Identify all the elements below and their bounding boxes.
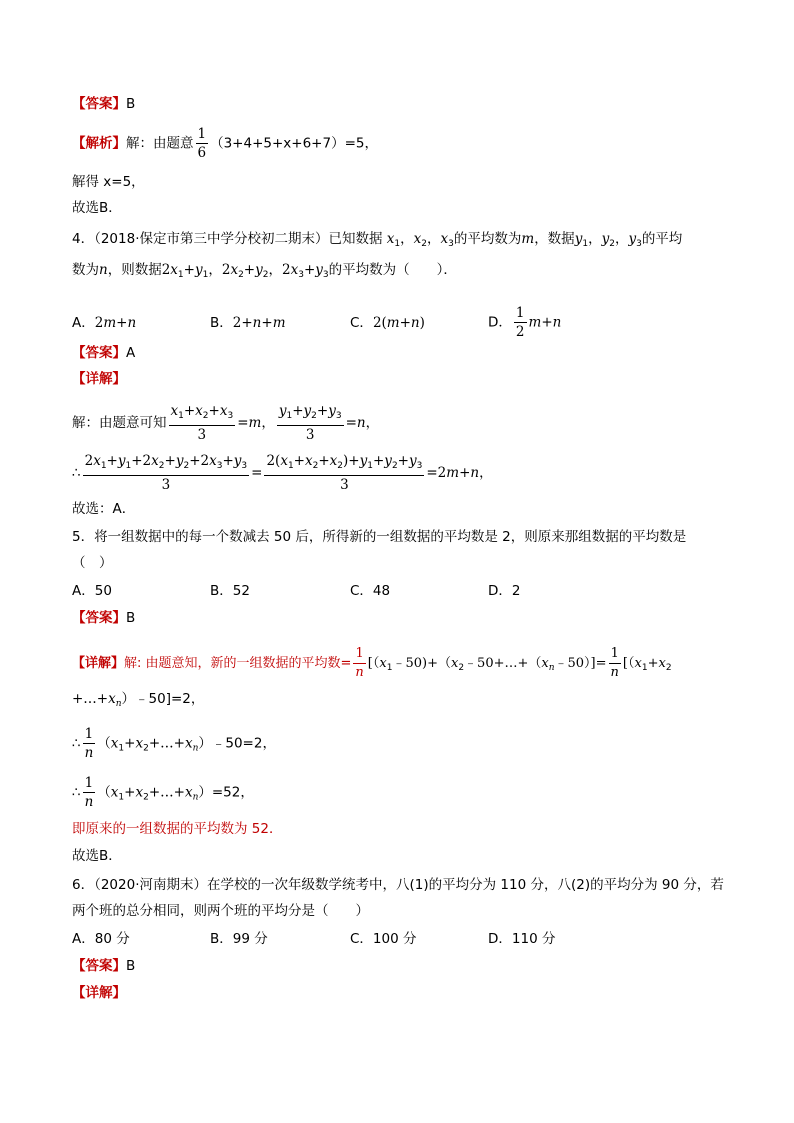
q6-option-c: C．100 分: [350, 931, 417, 947]
q4-detail-label: 【详解】: [72, 371, 126, 387]
q3-analysis-rest: （3+4+5+x+6+7）=5，: [210, 135, 378, 152]
q5-result: 即原来的一组数据的平均数为 52．: [72, 821, 283, 837]
q3-fraction: $\frac{1}{6}$: [197, 126, 207, 161]
q5-detail-line1: 【详解】解: 由题意知，新的一组数据的平均数= $\frac{1}{n}$ [$(x_1﹣50)+(x_2﹣50+\dots+(x_n﹣50)]=$ $\frac{1}{n}$ [（$x_1+x_2$: [72, 646, 672, 680]
q5-detail-line4: ∴ $\frac{1}{n}$ $(x_1+x_2+\dots+x_n)=52$，: [72, 775, 254, 810]
q5-answer-line: 【答案】B: [72, 610, 136, 626]
analysis-label: 【解析】: [72, 135, 126, 152]
q6-detail-label: 【详解】: [72, 985, 126, 1001]
q3-analysis-line: [72, 125, 378, 162]
q4-solution-line1: 解：由题意可知 $\frac{x_1+x_2+x_3}{3}$ =m， $\frac{y_1+y_2+y_3}{3}$ =n，: [72, 403, 380, 443]
q5-detail-line2: $+\dots+x_n)﹣50]=2$，: [72, 691, 205, 709]
q5-option-c: C．48: [350, 583, 391, 599]
q5-conclusion: 故选B．: [72, 848, 122, 864]
q6-option-a: A．80 分: [72, 931, 130, 947]
q5-stem-line1: 5．将一组数据中的每一个数减去 50 后，所得新的一组数据的平均数是 2，则原来那组数据的平均数是: [72, 529, 687, 545]
q5-options: [72, 582, 520, 600]
answer-label: 【答案】: [72, 96, 126, 112]
q4-conclusion: 故选：A．: [72, 501, 136, 517]
q6-option-d: D．110 分: [488, 931, 556, 947]
q4-option-b: B．2+n+m: [210, 314, 286, 331]
q4-option-d: D． $\frac{1}{2}$ m+n: [488, 305, 562, 340]
q3-answer: B: [126, 96, 136, 112]
q6-answer-line: 【答案】B: [72, 958, 136, 974]
q4-stem-line1: 4．（2018·保定市第三中学分校初二期末）已知数据 $x_1$，$x_2$，$x_3$的平均数为m，数据$y_1$，$y_2$，$y_3$的平均: [72, 231, 683, 249]
q4-answer-line: 【答案】A: [72, 345, 136, 361]
q3-analysis-prefix: 解：由题意: [126, 135, 194, 152]
q5-answer: B: [126, 610, 136, 626]
q5-stem-line2: （ ）: [72, 555, 113, 571]
q4-answer: A: [126, 345, 136, 361]
q5-option-b: B．52: [210, 583, 250, 599]
q6-stem-line2: 两个班的总分相同，则两个班的平均分是（ ）: [72, 903, 369, 919]
q4-option-c: C．2(m+n): [350, 314, 425, 331]
q6-options: [72, 930, 555, 948]
q3-solve-line: 解得 x=5，: [72, 174, 145, 190]
q4-solution-line2: ∴ $\frac{2x_1+y_1+2x_2+y_2+2x_3+y_3}{3}$ = $\frac{2(x_1+x_2+x_2)+y_1+y_2+y_3}{3}$ =2m+n，: [72, 453, 493, 493]
q4-options: [72, 304, 561, 341]
q5-option-d: D．2: [488, 583, 521, 599]
q6-stem-line1: 6．（2020·河南期末）在学校的一次年级数学统考中，八(1)的平均分为 110 分，八(2)的平均分为 90 分，若: [72, 877, 724, 893]
q4-stem-line2: 数为n，则数据$2x_1+y_1$，$2x_2+y_2$，$2x_3+y_3$的平均数为（ ）．: [72, 262, 457, 280]
q3-conclusion: 故选B．: [72, 200, 122, 216]
q3-answer-line: [72, 95, 135, 113]
q5-detail-line3: ∴ $\frac{1}{n}$ $(x_1+x_2+\dots+x_n)﹣50=2$，: [72, 726, 276, 761]
q4-option-a: A．2m+n: [72, 314, 137, 331]
q6-answer: B: [126, 958, 136, 974]
q6-option-b: B．99 分: [210, 931, 268, 947]
q5-option-a: A．50: [72, 583, 112, 599]
